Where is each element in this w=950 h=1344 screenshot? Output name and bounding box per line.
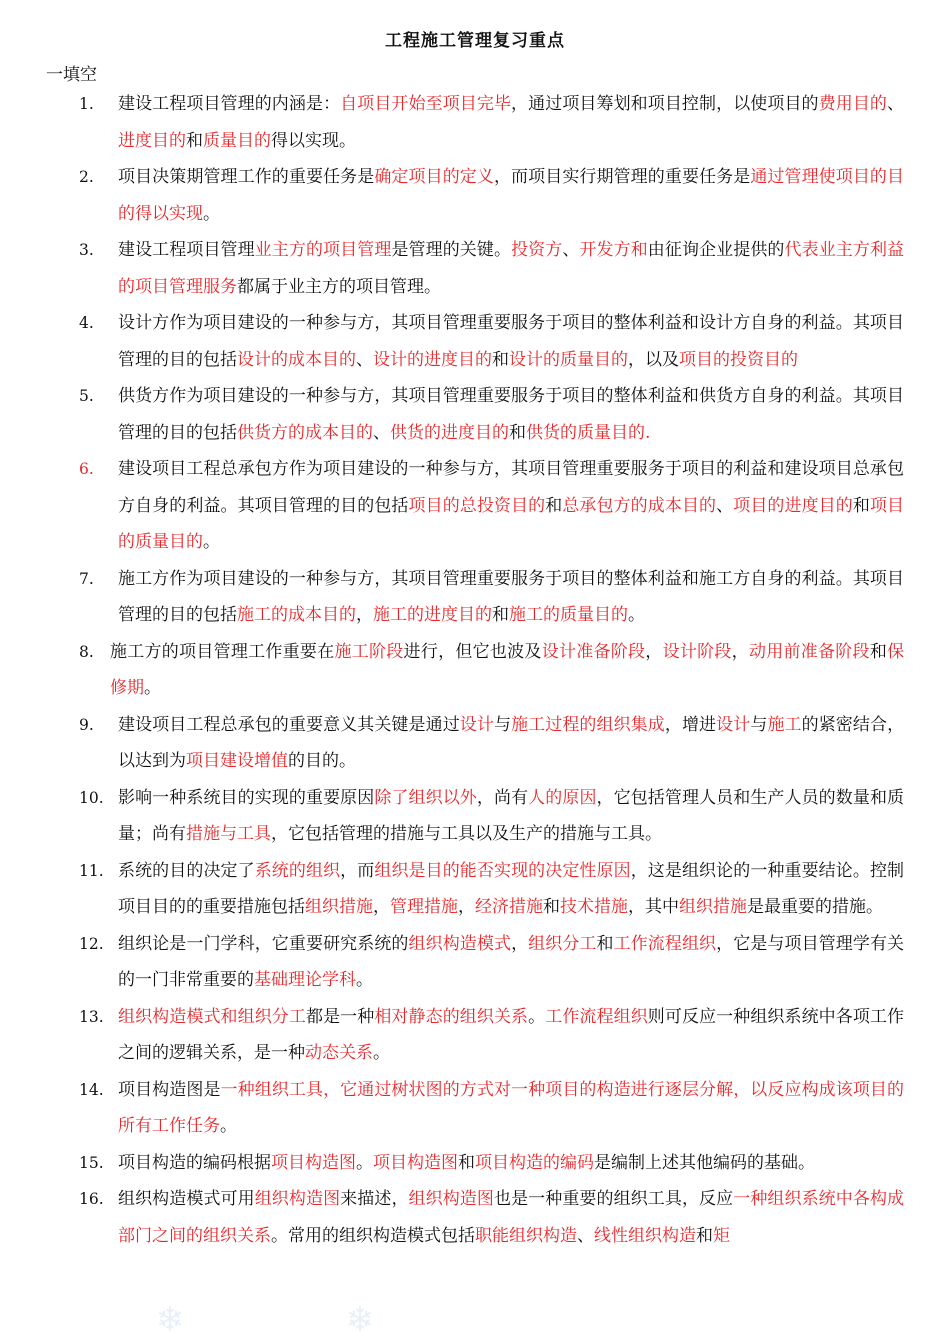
item-text <box>110 642 904 699</box>
question-text: ， <box>373 897 390 917</box>
question-text: 的目的。 <box>288 751 356 771</box>
item-text <box>118 788 904 845</box>
question-text: ，增进 <box>664 714 717 735</box>
item-text <box>118 240 904 297</box>
question-text: ，通过项目筹划和项目控制，以使项目的 <box>511 94 819 114</box>
list-item <box>0 378 950 451</box>
question-text: 施工方的项目管理工作重要在 <box>110 641 335 662</box>
answer-text: 自项目开始至项目完毕 <box>340 94 512 114</box>
answer-text: 施工的进度目的 <box>373 605 492 625</box>
question-text: 。 <box>373 1043 390 1063</box>
item-number: 16. <box>79 1190 104 1208</box>
question-text: 。 <box>528 1006 546 1027</box>
answer-text: 设计 <box>459 714 494 735</box>
question-text: ，这是组织论的一种重要结论。控制项目目的的重要措施包括 <box>118 860 905 917</box>
question-text: 。 <box>628 605 645 625</box>
question-text: ，它包括管理的措施与工具以及生产的措施与工具。 <box>271 824 662 844</box>
question-text: 也是一种重要的组织工具，反应 <box>493 1189 734 1209</box>
item-number: 2. <box>79 168 94 186</box>
question-text: 。 <box>356 970 373 990</box>
answer-text: 通过管理使项目的目的得以实现 <box>118 167 905 224</box>
item-number: 5. <box>79 387 94 405</box>
question-text: 来描述， <box>340 1189 409 1209</box>
watermark <box>150 1300 800 1340</box>
list-item <box>0 1072 950 1145</box>
answer-text: 进度目的 <box>118 130 186 151</box>
question-text: 、 <box>356 349 373 370</box>
question-text: 影响一种系统目的实现的重要原因 <box>118 787 375 808</box>
answer-text: 管理措施 <box>390 897 458 917</box>
answer-text: 动用前准备阶段 <box>748 641 870 662</box>
answer-text: 设计准备阶段 <box>541 641 646 662</box>
question-text: 建设项目工程总承包的重要意义其关键是通过 <box>118 714 460 735</box>
question-text: 和 <box>186 130 203 151</box>
answer-text: 设计的进度目的 <box>373 349 492 370</box>
item-text <box>118 167 904 224</box>
answer-text: 组织构造模式 <box>408 933 512 954</box>
list-item <box>0 451 950 561</box>
answer-text: 措施与工具 <box>186 824 271 844</box>
item-text <box>118 1007 904 1064</box>
question-text: 是编制上述其他编码的基础。 <box>594 1152 815 1173</box>
answer-text: 基础理论学科 <box>254 970 356 990</box>
list-item <box>0 1181 950 1254</box>
item-number: 13. <box>79 1007 104 1026</box>
question-text: 供货方作为项目建设的一种参与方，其项目管理重要服务于项目的整体利益和供货方自身的利益。其项目管理的目的包括 <box>118 386 904 443</box>
question-text: 系统的目的决定了 <box>118 860 255 881</box>
question-text: 则可反应一种组织系统中各项工作之间的逻辑关系，是一种 <box>118 1006 905 1063</box>
answer-text: 动态关系 <box>305 1043 373 1063</box>
question-text: ， <box>511 933 529 954</box>
question-text: 。 <box>203 532 220 552</box>
answer-text: 设计的成本目的 <box>237 349 356 370</box>
question-text: 、 <box>887 94 905 114</box>
question-text: 、 <box>562 240 580 260</box>
item-text <box>118 934 904 991</box>
answer-text: 项目构造的编码 <box>475 1152 594 1173</box>
answer-text: 质量目的 <box>203 130 271 151</box>
answer-text: 施工 <box>767 714 802 735</box>
question-text: 、 <box>577 1225 594 1246</box>
item-number: 1. <box>79 95 94 113</box>
question-text: 和 <box>596 933 614 954</box>
answer-text: 投资方 <box>511 240 563 260</box>
item-number: 3. <box>79 241 94 259</box>
item-text <box>118 1080 904 1137</box>
question-text: 都是一种 <box>305 1006 375 1027</box>
question-text: 和 <box>852 495 870 516</box>
question-text: 的紧密结合，以达到为 <box>118 714 905 771</box>
question-text: 建设工程项目管理的内涵是： <box>118 94 341 114</box>
question-text: 。常用的组织构造模式包括 <box>271 1225 475 1246</box>
question-text: ，它是与项目管理学有关的一门非常重要的 <box>118 933 905 990</box>
question-text: ，其中 <box>628 897 679 917</box>
answer-text: 工作流程组织 <box>545 1006 648 1027</box>
answer-text: 确定项目的定义 <box>374 167 494 187</box>
answer-text: 施工过程的组织集成 <box>511 714 665 735</box>
snowflake-icon: ❄ <box>345 1300 375 1340</box>
question-text: 和 <box>458 1152 475 1173</box>
item-text <box>118 1189 904 1246</box>
answer-text: 施工阶段 <box>334 641 404 662</box>
question-text: 项目决策期管理工作的重要任务是 <box>118 167 375 187</box>
question-text: ， <box>645 641 663 662</box>
question-text: 和 <box>543 897 560 917</box>
answer-text: 设计 <box>716 714 751 735</box>
snowflake-icon: ❄ <box>155 1300 185 1340</box>
question-text: 组织论是一门学科，它重要研究系统的 <box>118 933 409 954</box>
item-number: 6. <box>79 460 94 478</box>
item-text <box>118 313 904 370</box>
question-text: 。 <box>203 203 220 224</box>
question-text: 项目构造的编码根据 <box>118 1152 271 1173</box>
question-text: 进行，但它也波及 <box>403 641 542 662</box>
section-heading: 一填空 <box>46 65 97 85</box>
question-text: ，它包括管理人员和生产人员的数量和质量；尚有 <box>118 787 905 844</box>
answer-text: 项目的投资目的 <box>679 349 798 370</box>
question-text: 建设项目工程总承包方作为项目建设的一种参与方，其项目管理重要服务于项目的利益和建设项目总承包方自身的利益。其项目管理的目的包括 <box>118 459 904 516</box>
question-text: ， <box>356 605 373 625</box>
answer-text: 代表业主方利益的项目管理服务 <box>118 240 905 297</box>
item-number: 15. <box>79 1153 104 1172</box>
answer-text: 项目构造图 <box>271 1152 356 1173</box>
answer-text: 供货的质量目的. <box>526 422 651 443</box>
question-text: 是最重要的措施。 <box>747 897 883 917</box>
item-text <box>118 861 904 918</box>
question-text: ，尚有 <box>476 787 529 808</box>
question-text: 项目构造图是 <box>118 1079 221 1100</box>
question-text: 与 <box>750 714 768 735</box>
item-text <box>118 715 904 772</box>
question-text: 施工方作为项目建设的一种参与方，其项目管理重要服务于项目的整体利益和施工方自身的利益。其项目管理的目的包括 <box>118 568 904 625</box>
question-text: 和 <box>545 495 563 516</box>
item-number: 9. <box>79 715 94 734</box>
answer-text: 施工的成本目的 <box>237 605 356 625</box>
question-text: 、 <box>716 495 734 516</box>
answer-text: 供货方的成本目的 <box>237 422 373 443</box>
answer-text: 工作流程组织 <box>613 933 717 954</box>
item-number: 4. <box>79 314 94 332</box>
question-text: 得以实现。 <box>271 130 356 151</box>
answer-text: 项目的质量目的 <box>118 495 905 552</box>
answer-text: 除了组织以外 <box>374 787 477 808</box>
question-text: 。 <box>220 1116 237 1136</box>
question-text: ，以及 <box>628 349 679 370</box>
question-text: 。 <box>144 678 161 698</box>
item-number: 14. <box>79 1080 104 1099</box>
page-title: 工程施工管理复习重点 <box>385 31 565 51</box>
list-item <box>0 561 950 634</box>
question-text: ，而 <box>340 860 375 881</box>
question-text: 和 <box>696 1225 713 1246</box>
item-number: 10. <box>79 788 104 807</box>
answer-text: 组织措施 <box>679 897 747 917</box>
item-text <box>118 459 904 552</box>
answer-text: 相对静态的组织关系 <box>374 1006 529 1027</box>
answer-text: 线性组织构造 <box>594 1225 696 1246</box>
question-text: 与 <box>493 714 512 735</box>
answer-text: 系统的组织 <box>254 860 341 881</box>
question-text: ， <box>458 897 475 917</box>
answer-text: 开发方和 <box>579 240 648 260</box>
answer-text: 组织构造图 <box>408 1189 494 1209</box>
answer-text: 组织构造模式和组织分工 <box>118 1006 306 1027</box>
answer-text: 经济措施 <box>475 897 543 917</box>
answer-text: 设计的质量目的 <box>509 349 628 370</box>
question-text: 和 <box>492 349 509 370</box>
answer-text: 组织构造图 <box>254 1189 341 1209</box>
list-item <box>0 707 950 780</box>
answer-text: 职能组织构造 <box>475 1225 577 1246</box>
answer-text: 组织分工 <box>528 933 597 954</box>
list-item <box>0 86 950 159</box>
answer-text: 一种组织工具，它通过树状图的方式对一种项目的构造进行逐层分解，以反应构成该项目的所有工作任务 <box>118 1079 905 1136</box>
answer-text: 项目的进度目的 <box>733 495 853 516</box>
question-list <box>0 86 950 1254</box>
answer-text: 施工的质量目的 <box>509 605 628 625</box>
item-number: 11. <box>79 861 104 880</box>
question-text: 和 <box>492 605 509 625</box>
list-item <box>0 1145 950 1182</box>
answer-text: 设计阶段 <box>662 641 732 662</box>
list-item <box>0 232 950 305</box>
answer-text: 矩 <box>713 1225 730 1246</box>
question-text: ， <box>731 641 749 662</box>
question-text: 、 <box>373 422 390 443</box>
list-item <box>0 305 950 378</box>
list-item <box>0 999 950 1072</box>
item-text <box>118 569 904 626</box>
item-text <box>118 386 904 443</box>
question-text: ，而项目实行期管理的重要任务是 <box>493 167 751 187</box>
answer-text: 项目建设增值 <box>186 751 288 771</box>
item-number: 7. <box>79 569 94 588</box>
answer-text: 保修期 <box>110 641 905 698</box>
question-text: 设计方作为项目建设的一种参与方，其项目管理重要服务于项目的整体利益和设计方自身的利益。其项目管理的目的包括 <box>118 313 904 370</box>
item-text <box>118 1153 815 1173</box>
answer-text: 人的原因 <box>528 787 597 808</box>
question-text: 是管理的关键。 <box>391 240 512 260</box>
item-text <box>118 94 904 151</box>
question-text: 建设工程项目管理 <box>118 240 255 260</box>
answer-text: 费用目的 <box>818 94 888 114</box>
question-text: 。 <box>356 1152 373 1173</box>
list-item <box>0 853 950 926</box>
answer-text: 组织是目的能否实现的决定性原因 <box>374 860 631 881</box>
list-item <box>0 926 950 999</box>
answer-text: 供货的进度目的 <box>390 422 509 443</box>
answer-text: 项目构造图 <box>373 1152 458 1173</box>
question-text: 由征询企业提供的 <box>647 240 785 260</box>
item-number: 12. <box>79 934 104 953</box>
question-text: 都属于业主方的项目管理。 <box>237 276 441 297</box>
list-item <box>0 634 950 707</box>
list-item <box>0 159 950 232</box>
answer-text: 技术措施 <box>560 897 628 917</box>
list-item <box>0 780 950 853</box>
item-number: 8. <box>79 642 94 661</box>
question-text: 组织构造模式可用 <box>118 1189 255 1209</box>
question-text: 和 <box>869 641 888 662</box>
question-text: 和 <box>509 422 526 443</box>
answer-text: 业主方的项目管理 <box>254 240 392 260</box>
answer-text: 项目的总投资目的 <box>408 495 546 516</box>
answer-text: 一种组织系统中各构成部门之间的组织关系 <box>118 1189 905 1246</box>
answer-text: 总承包方的成本目的 <box>562 495 717 516</box>
answer-text: 组织措施 <box>305 897 373 917</box>
